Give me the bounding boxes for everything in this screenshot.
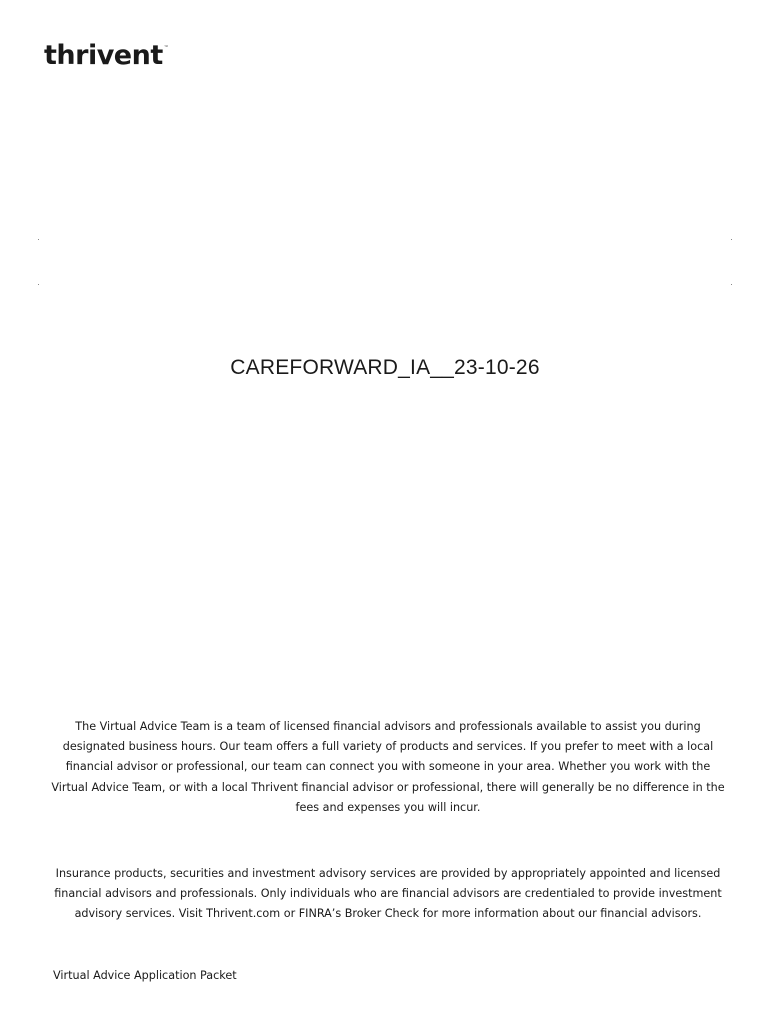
virtual-advice-team-paragraph: The Virtual Advice Team is a team of licensed financial advisors and professionals available to assist you during designated business hours. Our team offers a full variety of products and services. If you prefer to meet with a local financial advisor or professional, our team can connect you with someone in your area. Whether you work with the Virtual Advice Team, or with a local Thrivent financial advisor or professional, there will generally be no difference in the fees and expenses you will incur. [51, 720, 725, 814]
margin-mark [38, 284, 39, 285]
margin-mark [38, 239, 39, 240]
logo-text: thrivent [44, 40, 163, 71]
disclosure-paragraph: Insurance products, securities and investment advisory services are provided by appropriately appointed and licensed financial advisors and professionals. Only individuals who are financial advisors are credentialed to provide investment advisory services. Visit Thrivent.com or FINRA’s Broker Check for more information about our financial advisors. [54, 867, 722, 921]
trademark-mark: ™ [163, 45, 169, 51]
thrivent-logo [44, 42, 167, 69]
margin-mark [731, 239, 732, 240]
footer-label: Virtual Advice Application Packet [53, 969, 237, 982]
document-title: CAREFORWARD_IA__23-10-26 [230, 356, 540, 379]
margin-mark [731, 284, 732, 285]
